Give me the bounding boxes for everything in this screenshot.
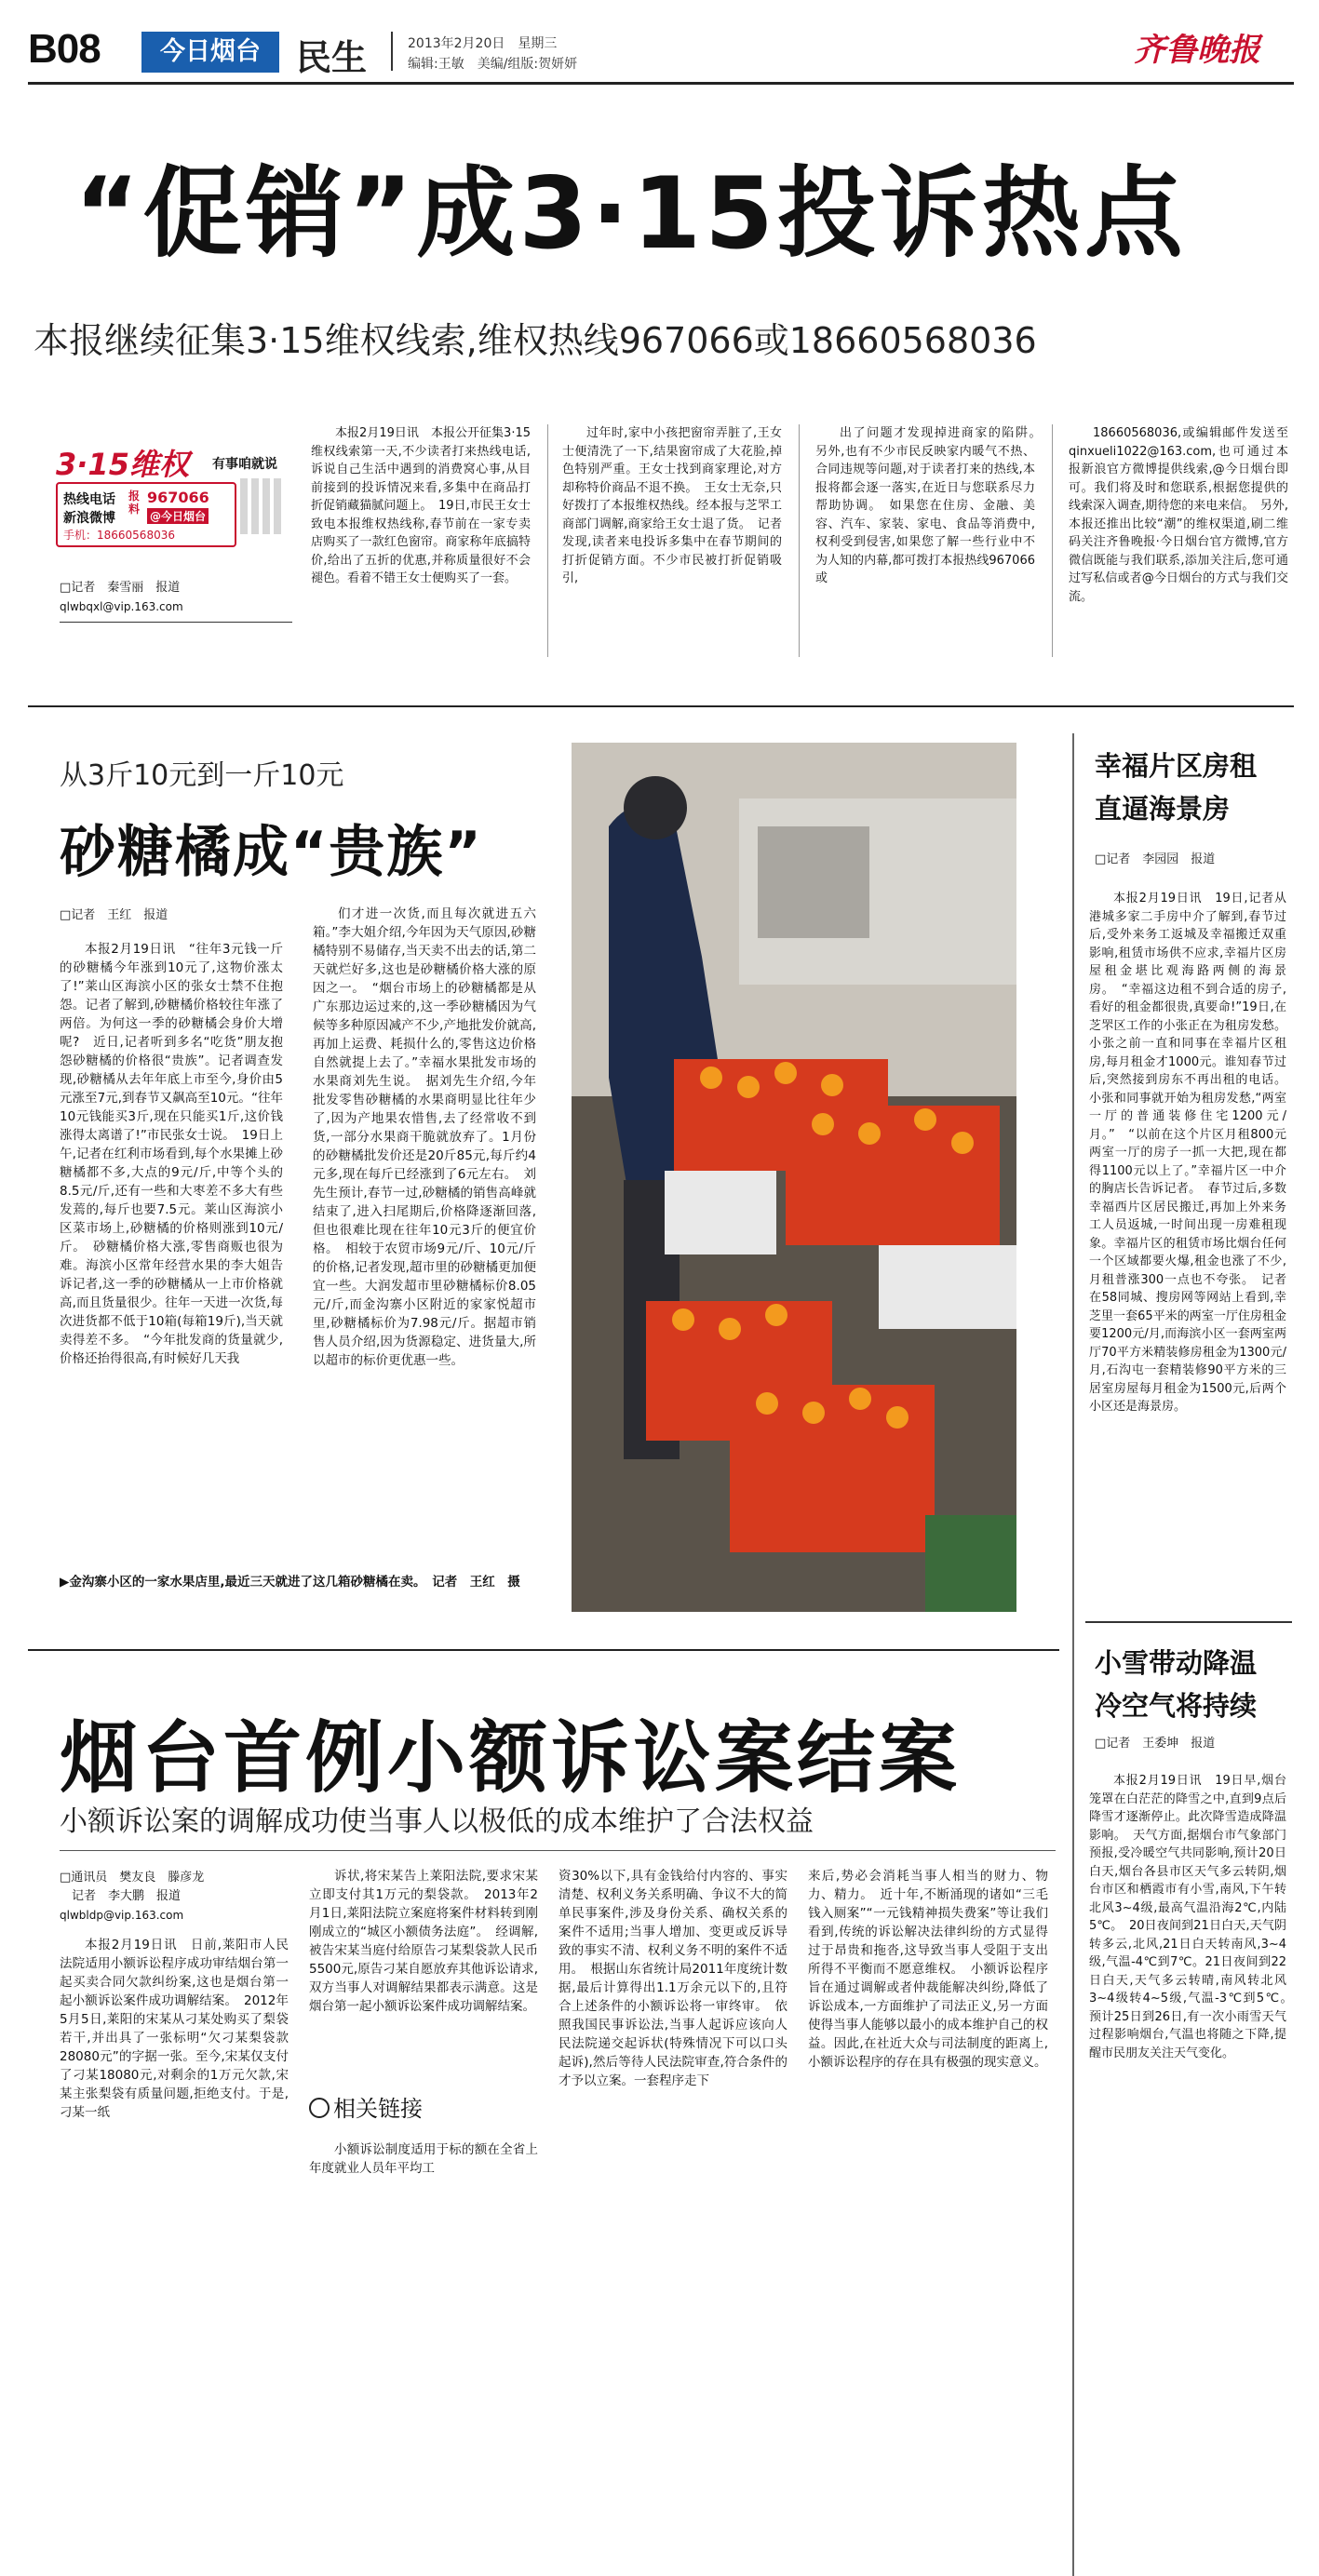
lead-col-3-text: 出了问题才发现掉进商家的陷阱。 另外,也有不少市民反映家内暖气不热、合同违规等问题,对于读者打来的热线,本报将都会逐一落实,在近日与您联系尽力帮助协调。 如果您在住房、金融、美容、汽车、家装、家电、食品等消费中,权利受到侵害,如果您了解一些行业中不为人知的内幕,都可拨打本报热线967066或 xyxy=(815,426,1048,585)
masthead xyxy=(0,0,1319,84)
side2-headline-line2: 冷空气将持续 xyxy=(1095,1690,1258,1722)
side2-body-text: 本报2月19日讯 19日早,烟台笼罩在白茫茫的降雪之中,直到9点后降雪才逐渐停止。此次降雪造成降温影响。 天气方面,据烟台市气象部门预报,受冷暖空气共同影响,预计20日白天,烟台各县市区天气多云转阴,烟台市区和栖霞市有小雪,南风,下午转北风3~4级,最高气温沿海2℃,内陆5℃。 20日夜间到21日白天,天气阴转多云,北风,21日白天转南风,3~4级,气温-4℃到7℃。21日夜间到22日白天,天气多云转晴,南风转北风3~4级转4~5级,气温-3℃到5℃。 预计25日到26日,有一次小雨雪天气过程影响烟台,气温也将随之下降,提醒市民朋友关注天气变化。 xyxy=(1089,1774,1299,2060)
logo-decor-squares xyxy=(240,478,281,534)
lead-byline-rule xyxy=(60,622,292,623)
photo-caption-text: ▶金沟寨小区的一家水果店里,最近三天就进了这几箱砂糖橘在卖。 记者 王红 摄 xyxy=(60,1575,520,1590)
logo-phone: 手机：18660568036 xyxy=(63,529,175,542)
lead-col-divider-2 xyxy=(799,424,800,657)
story3-col-2b-text: 小额诉讼制度适用于标的额在全省上年度就业人员年平均工 xyxy=(309,2142,538,2176)
side2-headline-line1: 小雪带动降温 xyxy=(1095,1647,1258,1679)
story3-sub-rule xyxy=(60,1850,1056,1851)
lead-col-divider-1 xyxy=(547,424,548,657)
lead-col-divider-3 xyxy=(1052,424,1053,657)
story3-col-3 xyxy=(559,1867,787,2206)
section-name: 民生 xyxy=(296,37,368,78)
side2-body xyxy=(1089,1772,1299,2200)
side-rule xyxy=(1085,1621,1292,1623)
lead-bottom-rule xyxy=(28,705,1294,707)
story3-col-4 xyxy=(808,1867,1048,2206)
side1-body-text: 本报2月19日讯 19日,记者从港城多家二手房中介了解到,春节过后,受外来务工返城及幸福搬迁双重影响,租赁市场供不应求,幸福片区房屋租金堪比观海路两侧的海景房。 “幸福这边租不到合适的房子,看好的租金都很贵,真要命!”19日,在芝罘区工作的小张正在为租房发愁。小张之前一直和同事在幸福片区租房,每月租金才1000元。谁知春节过后,突然接到房东不再出租的电话。小张和同事就开始为租房发愁,“两室一厅的普通装修住宅1200元/月。” “以前在这个片区月租800元两室一厅的房子一抓一大把,现在都得1100元以上了。”幸福片区一中介的胸店长告诉记者。 春节过后,多数幸福西片区居民搬迁,再加上外来务工人员返城,一时间出现一房难租现象。幸福片区的租赁市场比烟台任何一个区域都要火爆,租金也涨了不少,月租普涨300一点也不夸张。 记者在58同城、搜房网等网站上看到,幸芝里一套65平米的两室一厅住房租金要1200元/月,而海滨小区一套两室两厅70平方米精装修房租金为1300元/月,石沟屯一套精装修90平方米的三居室房屋每月租金为1500元,后两个小区还是海景房。 xyxy=(1089,892,1286,1414)
lead-subhead: 本报继续征集3·15维权线索,维权热线967066或18660568036 xyxy=(34,320,1037,361)
lead-col-4-text: 18660568036,或编辑邮件发送至qinxueli1022@163.com,也可通过本报新浪官方微博提供线索,@今日烟台即可。我们将及时和您联系,根据您提供的线索深入调查,期待您的来电来信。 另外,本报还推出比较“潮”的维权渠道,刷二维码关注齐鲁晚报·今日烟台官方微博,官方微信既能与我们联系,添加关注后,您可通过写私信或者@今日烟台的方式与我们交流。 xyxy=(1069,426,1288,604)
story3-col-2 xyxy=(309,1867,538,2075)
story3-email: qlwbldp@vip.163.com xyxy=(60,1909,184,1922)
lead-col-1-text: 本报2月19日讯 本报公开征集3·15维权线索第一天,不少读者打来热线电话,诉说自己生活中遇到的消费窝心事,从目前接到的投诉情况来看,多集中在商品打折促销藏猫腻问题上。 19日,市民王女士致电本报维权热线称,春节前在一家专卖店购买了一款红色窗帘。商家称年底搞特价,给出了五折的优惠,并称质量很好不会褪色。看着不错王女士便购买了一套。 xyxy=(311,426,531,585)
story3-headline: 烟台首例小额诉讼案结案 xyxy=(60,1712,962,1804)
page-number: B08 xyxy=(28,26,101,72)
logo-box-label: 报料 xyxy=(128,490,141,516)
story3-subhead: 小额诉讼案的调解成功使当事人以极低的成本维护了合法权益 xyxy=(60,1805,814,1838)
logo-info-box xyxy=(56,482,236,547)
oranges-photo-illustration xyxy=(572,743,1016,1612)
related-links-icon xyxy=(309,2098,330,2118)
logo-weibo-label: 新浪微博 xyxy=(63,511,115,526)
lead-email: qlwbqxl@vip.163.com xyxy=(60,600,183,613)
story3-col-3-text: 资30%以下,具有金钱给付内容的、事实清楚、权利义务关系明确、争议不大的简单民事案件,涉及身份关系、确权关系的案件不适用;当事人增加、变更或反诉导致的事实不清、权利义务不明的案件不适用。 根据山东省统计局2011年度统计数据,最后计算得出1.1万余元以下的,且符合上述条件的小额诉讼将一审终审。 依照我国民事诉讼法,当事人起诉应该向人民法院递交起诉状(特殊情况下可以口头起诉),然后等待人民法院审查,符合条件的才予以立案。一套程序走下 xyxy=(559,1869,787,2088)
masthead-divider xyxy=(391,32,393,71)
side2-headline xyxy=(1095,1642,1290,1727)
logo-weibo-handle: @今日烟台 xyxy=(147,508,209,524)
logo-hotline-number: 967066 xyxy=(147,489,209,506)
story2-headline: 砂糖橘成“贵族” xyxy=(60,820,483,885)
side2-byline: □记者 王委坤 报道 xyxy=(1095,1737,1216,1751)
story2-byline: □记者 王红 报道 xyxy=(60,908,168,922)
story2-col-1 xyxy=(60,940,283,1470)
story3-col-1 xyxy=(60,1936,289,2206)
story2-bottom-rule xyxy=(28,1649,1059,1651)
story2-col-2-text: 们才进一次货,而且每次就进五六箱。”李大姐介绍,今年因为天气原因,砂糖橘特别不易储存,当天卖不出去的话,第二天就烂好多,这也是砂糖橘价格大涨的原因之一。 “烟台市场上的砂糖橘都是从广东那边运过来的,这一季砂糖橘因为气候等多种原因减产不少,产地批发价就高,再加上运费、耗损什么的,零售这边价格自然就提上去了。”幸福水果批发市场的水果商刘先生说。 据刘先生介绍,今年批发零售砂糖橘的水果商明显比往年少了,因为产地果农惜售,去了经常收不到货,一部分水果商干脆就放弃了。1月份的砂糖橘批发价还是20斤85元,每斤约4元多,现在每斤已经涨到了6元左右。 刘先生预计,春节一过,砂糖橘的销售高峰就结束了,进入扫尾期后,价格降逐渐回落,但也很难比现在往年10元3斤的便宜价格。 相较于农贸市场9元/斤、10元/斤的价格,记者发现,超市里的砂糖橘更加便宜一些。大润发超市里砂糖橘标价8.05元/斤,而金沟寨小区附近的家家悦超市里,砂糖橘标价为7.98元/斤。据超市销售人员介绍,因为货源稳定、进货量大,所以超市的标价更优惠一些。 xyxy=(313,906,536,1368)
logo-hotline-label: 热线电话 xyxy=(63,492,115,507)
paper-logo: 齐鲁晚报 xyxy=(1134,32,1260,69)
side1-byline: □记者 李园园 报道 xyxy=(1095,852,1216,866)
related-links-heading xyxy=(309,2090,423,2123)
lead-col-4 xyxy=(1069,424,1288,657)
story3-col-4-text: 来后,势必会消耗当事人相当的财力、物力、精力。 近十年,不断涌现的诸如“三毛钱入厕案”“一元钱精神损失费案”等让我们看到,传统的诉讼解决法律纠纷的方式显得过于昂贵和拖沓,这导致当事人受阻于支出所得不平衡而不愿意维权。 小额诉讼程序旨在通过调解或者仲裁能解决纠纷,降低了诉讼成本,一方面维护了司法正义,另一方面使得当事人能够以最小的成本维护自己的权益。因此,在社近大众与司法制度的距离上,小额诉讼程序的存在具有极强的现实意义。 xyxy=(808,1869,1048,2070)
side-rail-divider xyxy=(1072,733,1074,2576)
logo-tag: 有事咱就说 xyxy=(212,457,277,472)
oranges-photo xyxy=(572,743,1016,1612)
story3-col-2-text: 诉状,将宋某告上莱阳法院,要求宋某立即支付其1万元的梨袋款。 2013年2月1日,莱阳法院立案庭将案件材料转到刚刚成立的“城区小额债务法庭”。 经调解,被告宋某当庭付给原告刁某梨袋款人民币5500元,原告刁某自愿放弃其他诉讼请求,双方当事人对调解结果都表示满意。这是烟台第一起小额诉讼案件成功调解结案。 xyxy=(309,1869,538,2014)
lead-byline: □记者 秦雪丽 报道 xyxy=(60,581,181,595)
lead-col-2-text: 过年时,家中小孩把窗帘弄脏了,王女士便清洗了一下,结果窗帘成了大花脸,掉色特别严重。王女士找到商家理论,对方却称特价商品不退不换。 王女士无奈,只好拨打了本报维权热线。经本报与芝罘工商部门调解,商家给王女士退了货。 记者发现,读者来电投诉多集中在春节期间的打折促销方面。不少市民被打折促销吸引, xyxy=(562,426,782,585)
story2-col-2 xyxy=(313,905,536,1470)
section-tag: 今日烟台 xyxy=(141,32,279,73)
logo-title: 3·15维权 xyxy=(56,447,189,482)
issue-date: 2013年2月20日 星期三 xyxy=(408,36,558,51)
story2-kicker: 从3斤10元到一斤10元 xyxy=(60,759,344,792)
lead-headline: “促销”成3·15投诉热点 xyxy=(74,156,1187,271)
story3-col-2b xyxy=(309,2140,538,2206)
story3-byline-1: □通讯员 樊友良 滕彦龙 xyxy=(60,1871,205,1885)
story3-byline-2: 记者 李大鹏 报道 xyxy=(60,1889,182,1903)
photo-caption xyxy=(60,1573,545,1591)
related-links-label: 相关链接 xyxy=(333,2096,423,2122)
side1-headline xyxy=(1095,745,1290,830)
side1-headline-line2: 直逼海景房 xyxy=(1095,793,1231,825)
weiquan-logo xyxy=(56,441,289,553)
lead-col-2 xyxy=(562,424,782,657)
editors-line: 编辑:王敏 美编/组版:贺妍妍 xyxy=(408,57,578,72)
side1-body xyxy=(1089,890,1286,1616)
story2-col-1-text: 本报2月19日讯 “往年3元钱一斤的砂糖橘今年涨到10元了,这物价涨太了!”莱山区海滨小区的张女士禁不住抱怨。记者了解到,砂糖橘价格较往年涨了两倍。为何这一季的砂糖橘会身价大增呢? 近日,记者听到多名“吃货”朋友抱怨砂糖橘的价格很“贵族”。记者调查发现,砂糖橘从去年年底上市至今,身价由5元涨至7元,到春节又飙高至10元。“往年10元钱能买3斤,现在只能买1斤,这价钱涨得太离谱了!”市民张女士说。 19日上午,记者在红利市场看到,每个水果摊上砂糖橘都不多,大点的9元/斤,中等个头的8.5元/斤,还有一些和大枣差不多大有些发蔫的,每斤也要7.5元。莱山区海滨小区菜市场上,砂糖橘的价格则涨到10元/斤。 砂糖橘价格大涨,零售商贩也很为难。海滨小区常年经营水果的李大姐告诉记者,这一季的砂糖橘从一上市价格就高,而且货量很少。往年一天进一次货,每次进货都不低于10箱(每箱19斤),当天就卖得差不多。 “今年批发商的货量就少,价格还抬得很高,有时候好几天我 xyxy=(60,942,283,1366)
story3-col-1-text: 本报2月19日讯 日前,莱阳市人民法院适用小额诉讼程序成功审结烟台第一起买卖合同欠款纠纷案,这也是烟台第一起小额诉讼案件成功调解结案。 2012年5月5日,莱阳的宋某从刁某处购买了梨袋若干,并出具了一张标明“欠刁某梨袋款28080元”的字据一张。至今,宋某仅支付了刁某18080元,对剩余的1万元欠款,宋某主张梨袋有质量问题,拒绝支付。于是,刁某一纸 xyxy=(60,1938,289,2120)
side1-headline-line1: 幸福片区房租 xyxy=(1095,750,1258,782)
masthead-rule xyxy=(28,82,1294,85)
lead-col-1 xyxy=(311,424,531,657)
lead-col-3 xyxy=(815,424,1048,657)
